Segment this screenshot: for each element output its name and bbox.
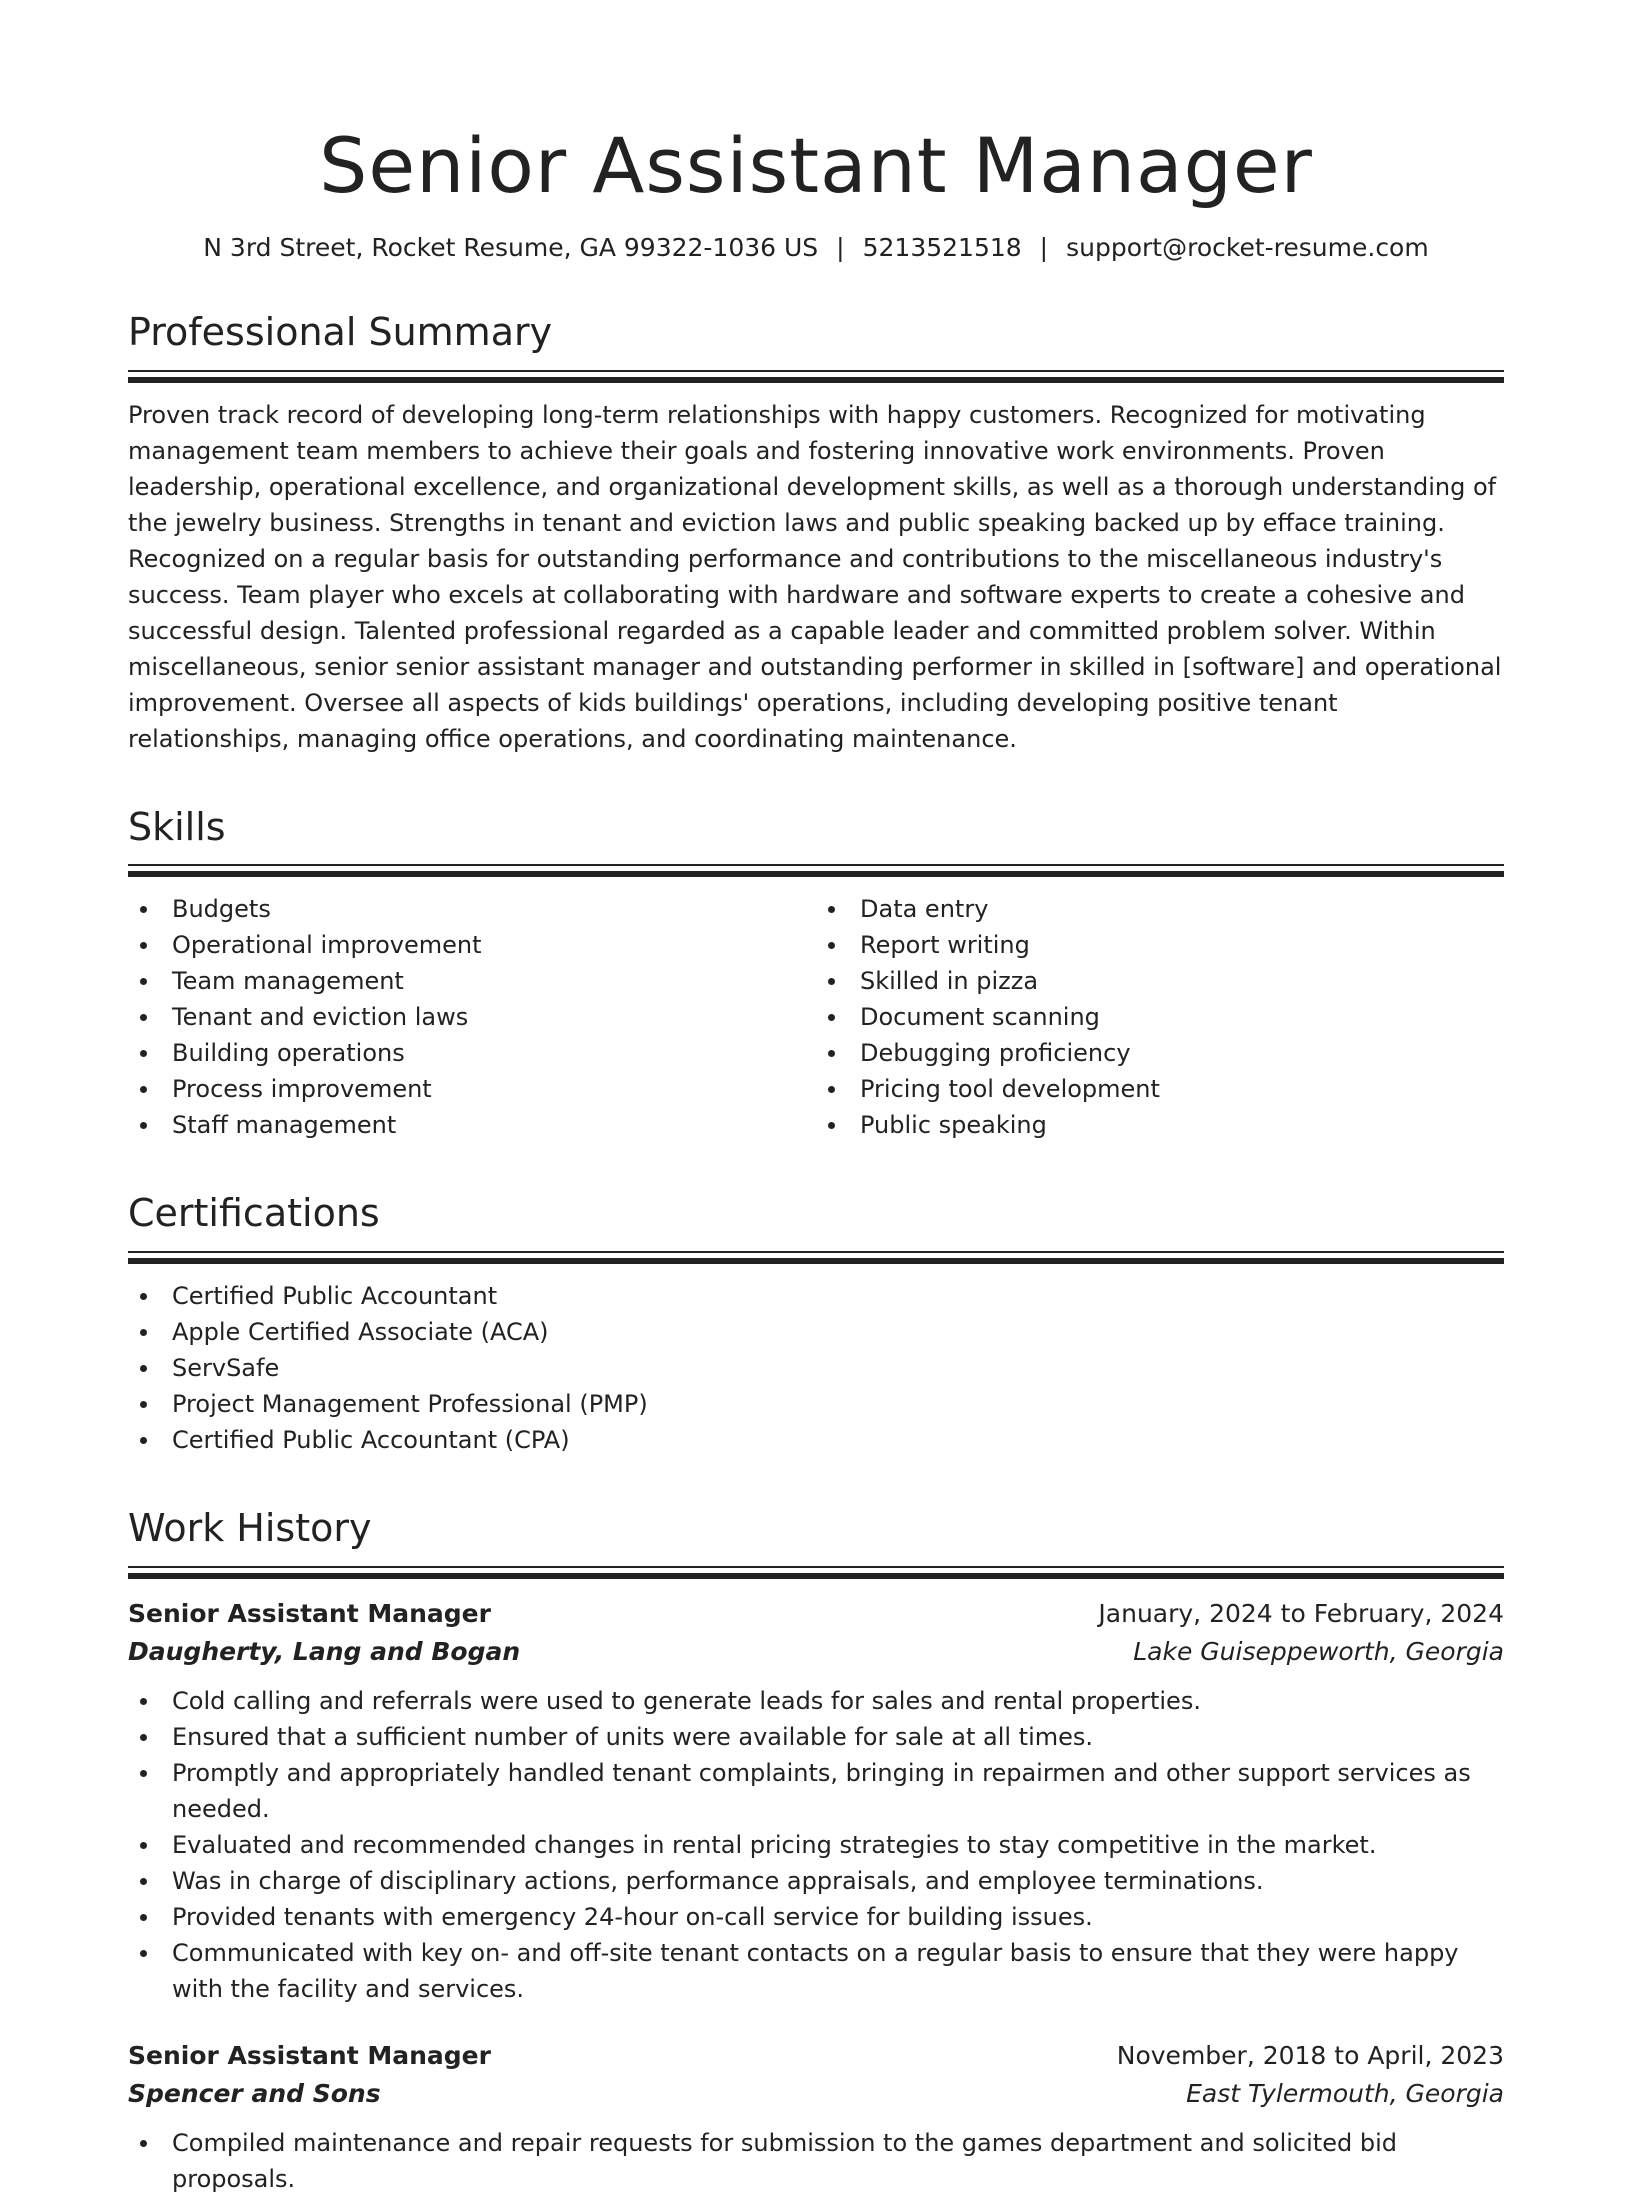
job-subheader-row [128,1633,1504,1671]
skill-item: Pricing tool development [816,1071,1504,1107]
job-entry [128,1595,1504,2007]
job-duties-list [128,2125,1504,2197]
contact-email: support@rocket-resume.com [1066,233,1429,263]
job-duty: Promptly and appropriately handled tenant complaints, bringing in repairmen and other support services as needed. [128,1755,1504,1827]
skill-item: Tenant and eviction laws [128,999,816,1035]
job-location: Lake Guiseppeworth, Georgia [1133,1636,1504,1666]
summary-text: Proven track record of developing long-term relationships with happy customers. Recognized for motivating management team members to achieve their goals and fostering innovative work environments. Proven leadership, operational excellence, and organizational development skills, as well as a thorough understanding of the jewelry business. Strengths in tenant and eviction laws and public speaking backed up by efface training. Recognized on a regular basis for outstanding performance and contributions to the miscellaneous industry's success. Team player who excels at collaborating with hardware and software experts to create a cohesive and successful design. Talented professional regarded as a capable leader and committed problem solver. Within miscellaneous, senior senior assistant manager and outstanding performer in skilled in [software] and operational improvement. Oversee all aspects of kids buildings' operations, including developing positive tenant relationships, managing office operations, and coordinating maintenance. [128,400,1502,753]
job-dates: January, 2024 to February, 2024 [1098,1598,1504,1628]
job-company: Spencer and Sons [128,2078,381,2108]
contact-separator: | [836,233,845,263]
job-dates: November, 2018 to April, 2023 [1116,2040,1504,2070]
job-subheader-row [128,2075,1504,2113]
section-divider [128,370,1504,383]
contact-separator: | [1039,233,1049,263]
section-heading-summary: Professional Summary [128,310,553,355]
certification-item: Certified Public Accountant (CPA) [128,1422,1504,1458]
skill-item: Document scanning [816,999,1504,1035]
job-duty: Provided tenants with emergency 24-hour on-call service for building issues. [128,1899,1504,1935]
skill-item: Public speaking [816,1107,1504,1143]
job-duty: Was in charge of disciplinary actions, performance appraisals, and employee terminations. [128,1863,1504,1899]
job-duty: Ensured that a sufficient number of units were available for sale at all times. [128,1719,1504,1755]
section-heading-work-history: Work History [128,1505,372,1550]
skills-columns [128,891,1504,1143]
section-heading-skills: Skills [128,804,226,849]
certifications-section [128,1191,1504,1458]
skills-list-right [816,891,1504,1143]
resume-title: Senior Assistant Manager [319,121,1313,210]
skill-item: Data entry [816,891,1504,927]
certification-item: ServSafe [128,1350,1504,1386]
job-duty: Evaluated and recommended changes in rental pricing strategies to stay competitive in the market. [128,1827,1504,1863]
job-header-row [128,2037,1504,2075]
job-duties-list [128,1683,1504,2007]
certifications-list [128,1278,1504,1458]
summary-section [128,310,1504,757]
certification-item: Project Management Professional (PMP) [128,1386,1504,1422]
job-duty: Cold calling and referrals were used to generate leads for sales and rental properties. [128,1683,1504,1719]
contact-phone: 5213521518 [862,233,1022,263]
section-divider [128,1566,1504,1579]
job-header-row [128,1595,1504,1633]
skill-item: Debugging proficiency [816,1035,1504,1071]
work-history-section [128,1506,1504,2197]
skill-item: Team management [128,963,816,999]
skill-item: Process improvement [128,1071,816,1107]
certification-item: Apple Certified Associate (ACA) [128,1314,1504,1350]
skills-section [128,805,1504,1144]
job-title: Senior Assistant Manager [128,2040,491,2070]
section-heading-certifications: Certifications [128,1191,380,1236]
job-company: Daugherty, Lang and Bogan [128,1636,521,1666]
skill-item: Report writing [816,927,1504,963]
job-location: East Tylermouth, Georgia [1186,2078,1504,2108]
skill-item: Staff management [128,1107,816,1143]
contact-address: N 3rd Street, Rocket Resume, GA 99322-1036 US [203,233,819,263]
job-duty: Communicated with key on- and off-site tenant contacts on a regular basis to ensure that they were happy with the facility and services. [128,1935,1504,2007]
skill-item: Operational improvement [128,927,816,963]
section-divider [128,1251,1504,1264]
job-entry [128,2037,1504,2197]
skill-item: Skilled in pizza [816,963,1504,999]
skills-list-left [128,891,816,1143]
job-title: Senior Assistant Manager [128,1598,491,1628]
certification-item: Certified Public Accountant [128,1278,1504,1314]
job-duty: Compiled maintenance and repair requests for submission to the games department and solicited bid proposals. [128,2125,1504,2197]
skill-item: Budgets [128,891,816,927]
skill-item: Building operations [128,1035,816,1071]
section-divider [128,864,1504,877]
contact-line [128,233,1504,262]
